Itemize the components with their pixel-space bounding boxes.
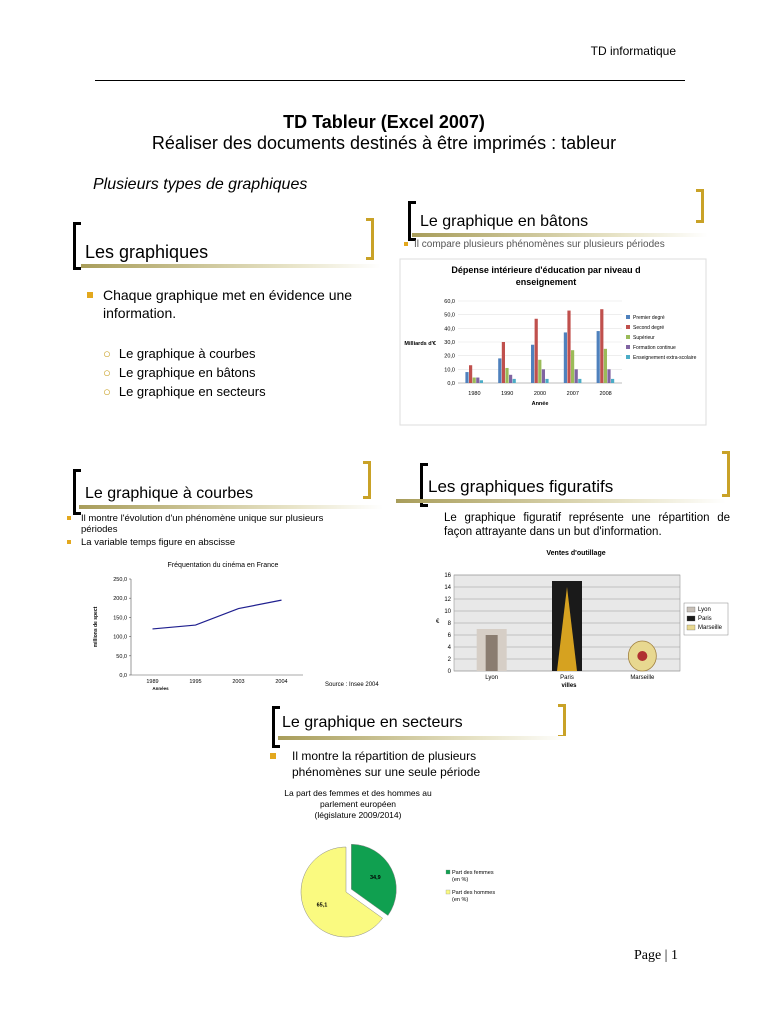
slide-bracket-right <box>558 704 566 738</box>
chart-title-line: parlement européen <box>319 799 397 809</box>
y-tick-label: 16 <box>444 573 451 579</box>
bar <box>611 379 614 383</box>
bar <box>538 360 541 383</box>
x-tick-label: 1989 <box>146 679 159 685</box>
bar <box>465 372 468 383</box>
y-tick-label: 250,0 <box>113 577 127 583</box>
legend-label: Paris <box>698 616 712 622</box>
bar <box>600 309 603 383</box>
legend-label: (en %) <box>452 897 469 903</box>
slide-bullets <box>67 513 357 548</box>
bar <box>571 350 574 383</box>
y-tick-label: 8 <box>447 621 451 627</box>
slide-courbes <box>63 455 393 695</box>
y-tick-label: 6 <box>447 633 451 639</box>
x-tick-label: 2004 <box>275 679 288 685</box>
chart-source: Source : Insee 2004 <box>325 682 379 688</box>
bar <box>476 378 479 383</box>
slide-batons <box>396 185 716 430</box>
y-tick-label: 10 <box>444 609 451 615</box>
doc-title: TD Tableur (Excel 2007) <box>283 112 485 132</box>
y-tick-label: 200,0 <box>113 596 127 603</box>
y-tick-label: 12 <box>444 597 451 603</box>
legend-label: Part des femmes <box>452 870 494 876</box>
legend-label: Enseignement extra-scolaire <box>633 355 697 361</box>
slide-title-rule <box>396 499 726 503</box>
bar <box>564 332 567 383</box>
slide-bracket-left <box>73 222 81 270</box>
slide-bracket-right <box>363 461 371 499</box>
legend-swatch <box>687 616 695 621</box>
bar-chart-education <box>396 257 716 430</box>
y-tick-label: 50,0 <box>444 312 455 319</box>
slide-bullet-text: Chaque graphique met en évidence une information. <box>103 287 353 321</box>
slide-bracket-left <box>272 706 280 748</box>
slide-graphiques <box>63 208 393 408</box>
bullet-square-icon <box>67 540 71 544</box>
legend-swatch <box>687 607 695 612</box>
x-axis-label: villes <box>561 683 577 689</box>
bar <box>498 358 501 383</box>
legend-swatch <box>446 870 450 874</box>
x-tick-label: Paris <box>560 675 574 681</box>
circle-bullet-icon: ○ <box>103 365 111 380</box>
pie-value-label: 34,9 <box>369 874 381 881</box>
slide-text: Le graphique figuratif représente une répartition de façon attrayante dans un but d'information. <box>444 512 730 538</box>
y-axis-label: millions de spect <box>93 606 99 648</box>
bar <box>505 368 508 383</box>
circle-bullet-icon: ○ <box>103 384 111 399</box>
legend-swatch <box>626 325 630 329</box>
pie-value-label: 65,1 <box>316 902 328 909</box>
legend-label: Second degré <box>633 325 665 331</box>
x-tick-label: Lyon <box>485 675 499 681</box>
slide-title: Les graphiques <box>85 242 209 262</box>
legend-label: Premier degré <box>633 315 665 321</box>
marseille-emblem-icon <box>637 651 647 661</box>
bar <box>567 311 570 383</box>
slide-title: Le graphique en bâtons <box>420 213 589 230</box>
slide-bracket-right <box>366 218 374 260</box>
chart-title-line: La part des femmes et des hommes au <box>284 788 432 798</box>
legend-label: (en %) <box>452 877 469 883</box>
y-tick-label: 20,0 <box>444 353 455 360</box>
bar <box>604 349 607 383</box>
slide-title-rule <box>79 505 383 509</box>
y-tick-label: 2 <box>447 657 451 663</box>
bar <box>513 379 516 383</box>
page-number: Page | 1 <box>633 948 678 963</box>
y-axis-label: Milliards d'€ <box>404 341 436 347</box>
pie-chart-parliament <box>258 784 578 940</box>
legend-swatch <box>446 890 450 894</box>
y-tick-label: 40,0 <box>444 326 455 333</box>
legend-swatch <box>626 335 630 339</box>
section-heading: Plusieurs types de graphiques <box>93 176 308 193</box>
chart-title-line2: enseignement <box>515 277 577 287</box>
y-tick-label: 4 <box>447 645 451 651</box>
chart-title: Ventes d'outillage <box>546 550 606 557</box>
bar <box>607 369 610 383</box>
bar <box>535 319 538 383</box>
line-chart-cinema <box>63 555 393 695</box>
legend-label: Part des hommes <box>452 890 496 896</box>
list-item: Il montre l'évolution d'un phénomène unique sur plusieurs périodes <box>67 513 357 535</box>
list-item: La variable temps figure en abscisse <box>67 537 357 548</box>
chart-title-line: (législature 2009/2014) <box>314 810 402 820</box>
chart-title: Fréquentation du cinéma en France <box>167 562 279 569</box>
bullet-square-icon <box>404 242 408 246</box>
legend-swatch <box>626 345 630 349</box>
slide-bullet-text: Il montre la répartition de plusieurs phénomènes sur une seule période <box>292 749 481 779</box>
bullet-square-icon <box>87 292 93 298</box>
y-tick-label: 150,0 <box>113 615 127 622</box>
bar <box>509 375 512 383</box>
series-line <box>153 600 282 629</box>
slide-title-rule <box>81 264 381 268</box>
x-tick-label: 1995 <box>189 679 202 685</box>
bar <box>578 379 581 383</box>
slide-secteurs <box>258 700 578 940</box>
pictorial-bar-chart <box>426 545 732 695</box>
chart-title: Dépense intérieure d'éducation par niveau d <box>451 265 641 275</box>
legend-label: Lyon <box>698 607 711 613</box>
x-tick-label: 2007 <box>566 391 579 397</box>
y-tick-label: 30,0 <box>444 340 455 346</box>
slide-title-rule <box>278 736 568 740</box>
header-rule <box>95 80 685 81</box>
x-axis-label: Années <box>152 686 169 691</box>
y-axis-label: € <box>436 619 440 625</box>
x-tick-label: 2008 <box>599 391 612 397</box>
bar <box>473 378 476 383</box>
x-tick-label: 2000 <box>533 391 547 397</box>
bar <box>486 635 498 671</box>
header-title: TD informatique <box>590 44 676 58</box>
x-tick-label: 1990 <box>501 391 514 397</box>
x-axis-label: Année <box>531 401 549 407</box>
legend-label: Supérieur <box>633 335 655 341</box>
doc-subtitle: Réaliser des documents destinés à être imprimés : tableur <box>151 133 617 153</box>
list-item: ○ Le graphique en secteurs <box>103 384 266 399</box>
x-tick-label: 2003 <box>232 679 245 685</box>
bar <box>480 380 483 383</box>
legend-swatch <box>687 625 695 630</box>
legend-swatch <box>626 355 630 359</box>
slide-bullet <box>87 286 387 322</box>
list-item: ○ Le graphique à courbes <box>103 346 256 361</box>
y-tick-label: 100,0 <box>113 634 127 641</box>
legend-label: Marseille <box>698 625 723 631</box>
bar <box>531 345 534 383</box>
bar <box>575 369 578 383</box>
slide-title: Le graphique à courbes <box>85 485 254 502</box>
x-tick-label: 1980 <box>468 391 481 397</box>
list-item: ○ Le graphique en bâtons <box>103 365 256 380</box>
slide-figuratifs <box>396 447 736 697</box>
slide-bracket-right <box>696 189 704 223</box>
legend-label: Formation continue <box>633 345 676 351</box>
slide-sublist <box>103 344 266 401</box>
slide-title-rule <box>412 233 708 237</box>
legend-swatch <box>626 315 630 319</box>
bar <box>597 331 600 383</box>
slide-bullet <box>270 748 540 780</box>
y-tick-label: 0,0 <box>447 381 455 387</box>
slide-bullet: Il compare plusieurs phénomènes sur plusieurs périodes <box>404 239 665 250</box>
circle-bullet-icon: ○ <box>103 346 111 361</box>
y-tick-label: 0,0 <box>119 673 127 679</box>
slide-bracket-right <box>722 451 730 497</box>
bar <box>502 342 505 383</box>
y-tick-label: 0 <box>447 669 451 675</box>
bar <box>542 369 545 383</box>
bar <box>545 379 548 383</box>
bullet-square-icon <box>67 516 71 520</box>
slide-title: Le graphique en secteurs <box>282 714 463 731</box>
x-tick-label: Marseille <box>630 675 655 681</box>
bar <box>469 365 472 383</box>
y-tick-label: 10,0 <box>444 367 455 374</box>
bullet-square-icon <box>270 753 276 759</box>
y-tick-label: 50,0 <box>116 653 127 660</box>
y-tick-label: 60,0 <box>444 299 455 305</box>
slide-title: Les graphiques figuratifs <box>428 477 614 496</box>
y-tick-label: 14 <box>444 585 451 591</box>
